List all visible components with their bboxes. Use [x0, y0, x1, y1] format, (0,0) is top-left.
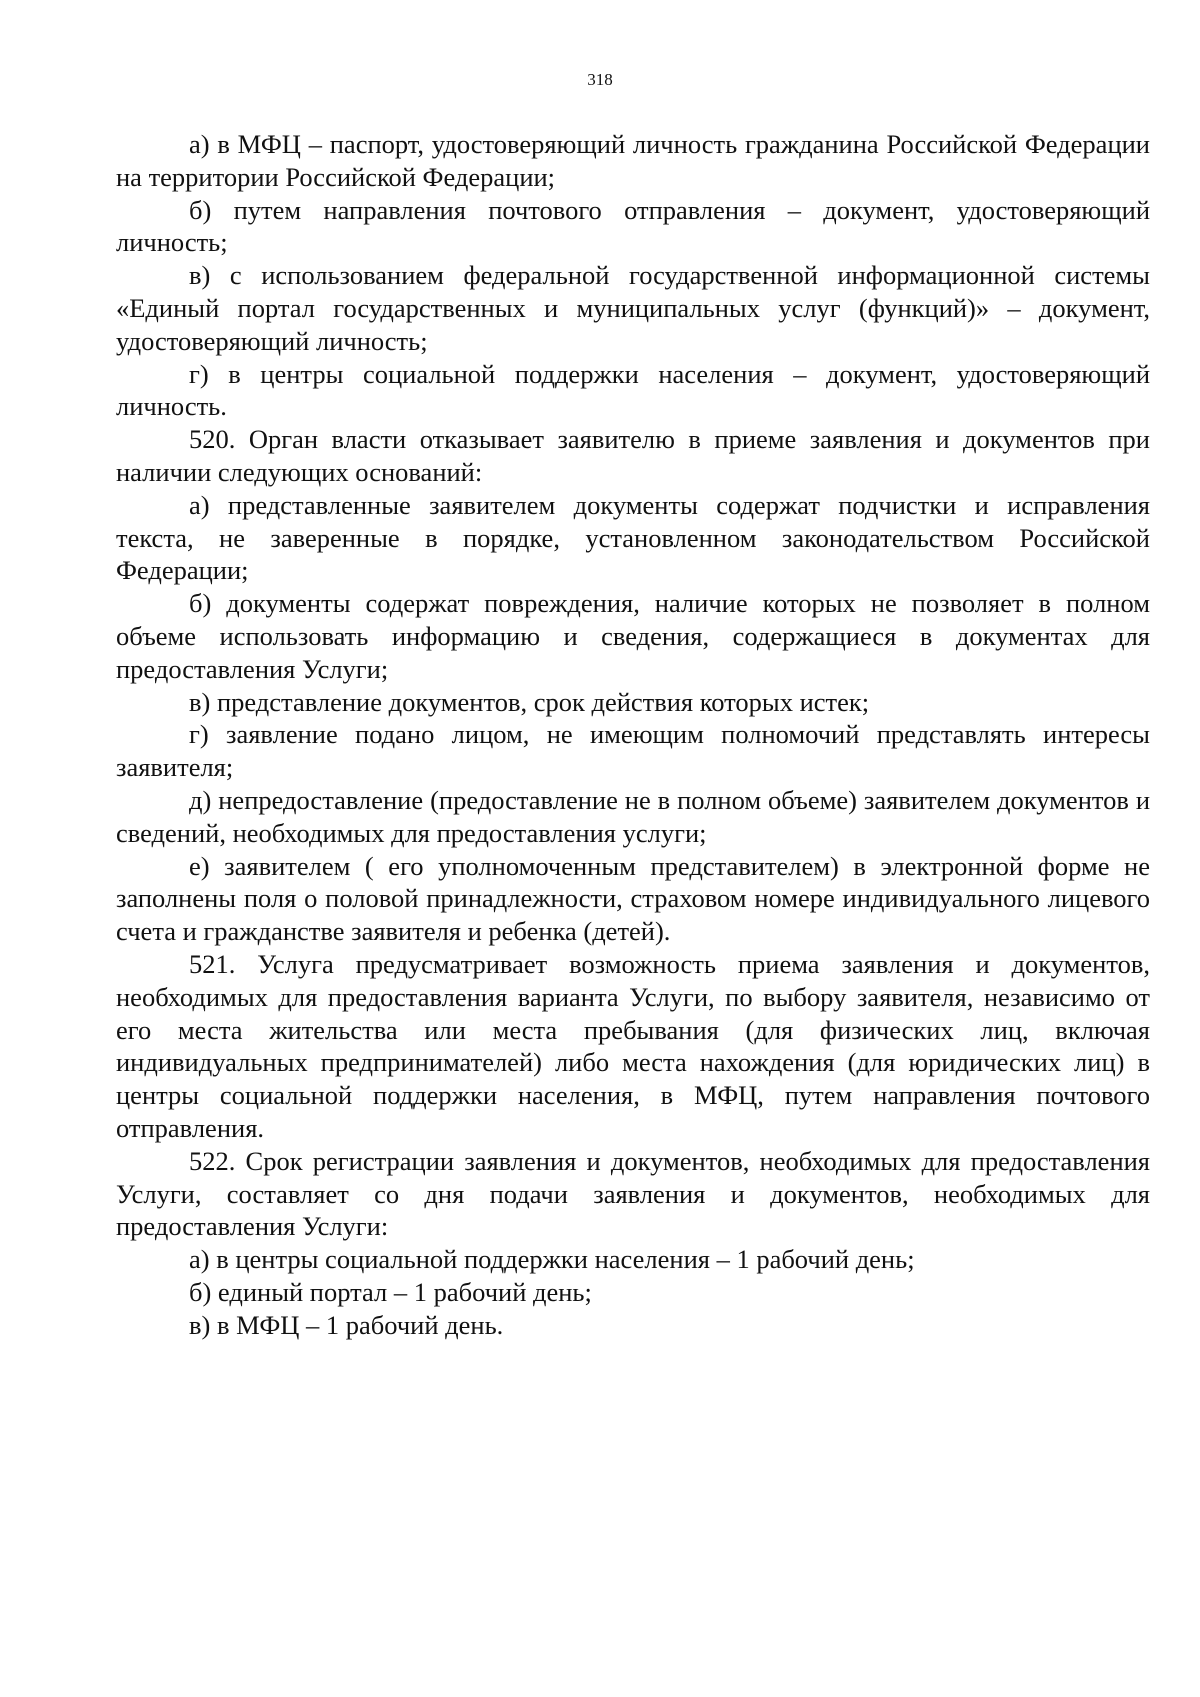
- paragraph-520-d: д) непредоставление (предоставление не в полном объеме) заявителем документов и сведений, необходимых для предоставления услуги;: [116, 784, 1150, 848]
- paragraph-520: 520. Орган власти отказывает заявителю в приеме заявления и документов при наличии следующих оснований:: [116, 424, 1150, 487]
- paragraph-520-b: б) документы содержат повреждения, наличие которых не позволяет в полном объеме использовать информацию и сведения, содержащиеся в документах для предоставления Услуги;: [116, 588, 1150, 684]
- paragraph-520-g: г) заявление подано лицом, не имеющим полномочий представлять интересы заявителя;: [116, 719, 1150, 783]
- paragraph-519-g: г) в центры социальной поддержки населения – документ, удостоверяющий личность.: [116, 358, 1150, 422]
- paragraph-522-v: в) в МФЦ – 1 рабочий день.: [189, 1309, 504, 1340]
- paragraph-521: 521. Услуга предусматривает возможность приема заявления и документов, необходимых для предоставления варианта Услуги, по выбору заявителя, независимо от его места жительства или места пребывания (для физических лиц, включая индивидуальных предпринимателей) либо места нахождения (для юридических лиц) в центры социальной поддержки населения, в МФЦ, путем направления почтового отправления.: [116, 948, 1150, 1143]
- paragraph-520-e: е) заявителем ( его уполномоченным представителем) в электронной форме не заполнены поля о половой принадлежности, страховом номере индивидуального лицевого счета и гражданстве заявителя и ребенка (детей).: [116, 850, 1150, 947]
- paragraph-522-b: б) единый портал – 1 рабочий день;: [189, 1276, 592, 1307]
- paragraph-522-a: а) в центры социальной поддержки населения – 1 рабочий день;: [189, 1244, 915, 1275]
- paragraph-519-a: а) в МФЦ – паспорт, удостоверяющий личность гражданина Российской Федерации на территории Российской Федерации;: [116, 129, 1150, 192]
- paragraph-520-v: в) представление документов, срок действия которых истек;: [189, 686, 870, 717]
- paragraph-522: 522. Срок регистрации заявления и документов, необходимых для предоставления Услуги, составляет со дня подачи заявления и документов, необходимых для предоставления Услуги:: [116, 1145, 1150, 1242]
- paragraph-519-b: б) путем направления почтового отправления – документ, удостоверяющий личность;: [116, 194, 1150, 258]
- page-number: 318: [587, 70, 613, 89]
- document-body: [116, 128, 1150, 1341]
- paragraph-519-v: в) с использованием федеральной государственной информационной системы «Единый портал государственных и муниципальных услуг (функций)» – документ, удостоверяющий личность;: [116, 260, 1150, 356]
- paragraph-520-a: а) представленные заявителем документы содержат подчистки и исправления текста, не заверенные в порядке, установленном законодательством Российской Федерации;: [116, 489, 1150, 586]
